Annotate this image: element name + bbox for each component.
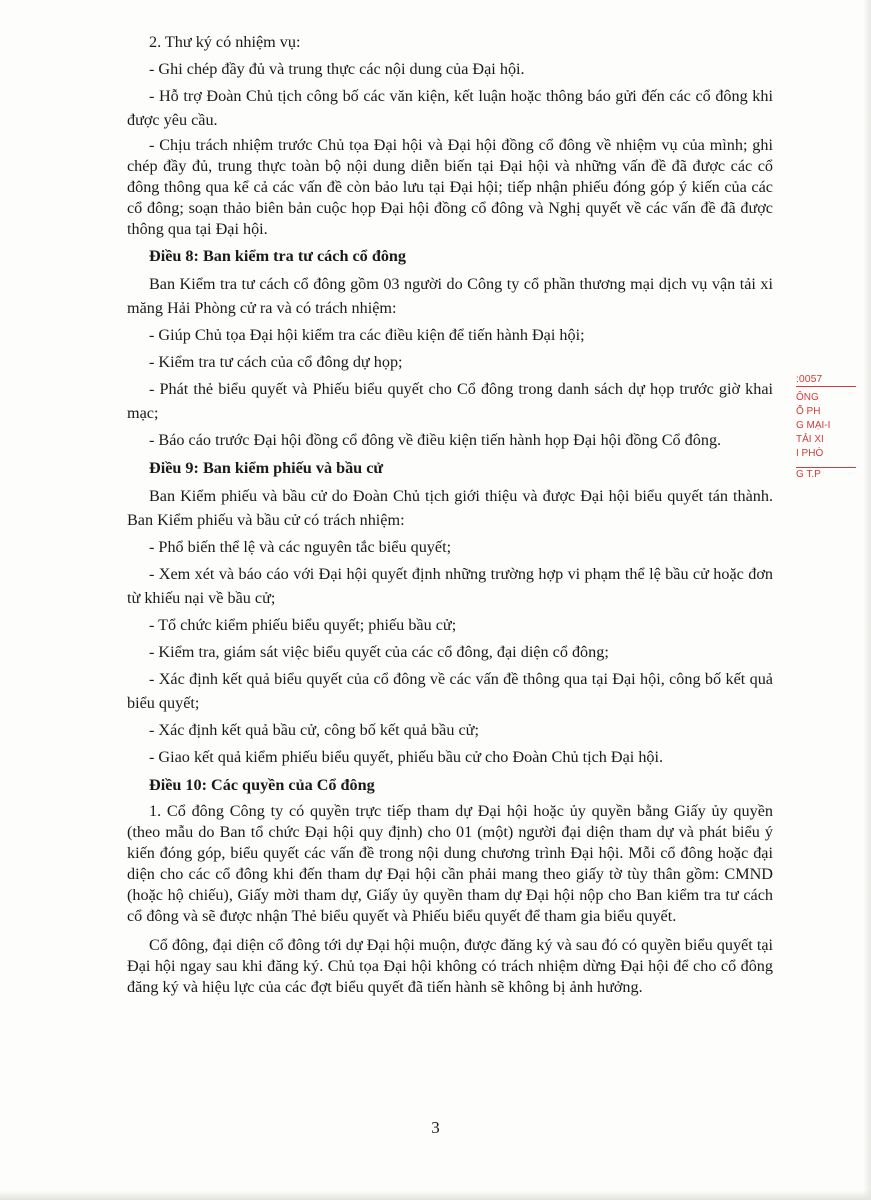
article-9-paragraph: Ban Kiểm phiếu và bầu cử do Đoàn Chủ tịch giới thiệu và được Đại hội biểu quyết tán thành. Ban Kiểm phiếu và bầu cử có trách nhiệm: — [127, 487, 773, 529]
page-body — [127, 30, 773, 1001]
article-8-heading: Điều 8: Ban kiểm tra tư cách cổ đông — [149, 247, 407, 265]
stamp-line: G T.P — [796, 467, 856, 482]
clause-2-item: - Ghi chép đầy đủ và trung thực các nội dung của Đại hội. — [149, 60, 525, 78]
clause-2-item: - Chịu trách nhiệm trước Chủ tọa Đại hội và Đại hội đồng cổ đông về nhiệm vụ của mình; ghi chép đầy đủ, trung thực toàn bộ nội dung diễn biến tại Đại hội và những vấn đề đã được các cổ đông thông qua kể cả các vấn đề còn bảo lưu tại Đại hội; tiếp nhận phiếu đóng góp ý kiến của các cổ đông; soạn thảo biên bản cuộc họp Đại hội đồng cổ đông và Nghị quyết về các vấn đề đã được thông qua tại Đại hội. — [127, 136, 773, 238]
clause-2-item: - Hỗ trợ Đoàn Chủ tịch công bố các văn kiện, kết luận hoặc thông báo gửi đến các cổ đông khi được yêu cầu. — [127, 87, 773, 129]
article-9-item: - Tổ chức kiểm phiếu biểu quyết; phiếu bầu cử; — [149, 616, 457, 634]
article-9-item: - Xác định kết quả biểu quyết của cổ đông về các vấn đề thông qua tại Đại hội, công bố kết quả biểu quyết; — [127, 670, 773, 712]
article-9-heading: Điều 9: Ban kiểm phiếu và bầu cử — [149, 459, 384, 477]
clause-2-title: 2. Thư ký có nhiệm vụ: — [149, 33, 301, 51]
article-9-item: - Xác định kết quả bầu cử, công bố kết quả bầu cử; — [149, 721, 479, 739]
stamp-line: ÔNG — [796, 392, 819, 403]
article-10-paragraph: Cổ đông, đại diện cổ đông tới dự Đại hội muộn, được đăng ký và sau đó có quyền biểu quyết tại Đại hội ngay sau khi đăng ký. Chủ tọa Đại hội không có trách nhiệm dừng Đại hội để cho cổ đông đăng ký và hiệu lực của các đợt biểu quyết đã tiến hành sẽ không bị ảnh hưởng. — [127, 936, 773, 996]
stamp-line: G MẠI-I — [796, 420, 831, 431]
article-10-paragraph: 1. Cổ đông Công ty có quyền trực tiếp tham dự Đại hội hoặc ủy quyền bằng Giấy ủy quyền (theo mẫu do Ban tổ chức Đại hội quy định) cho 01 (một) người đại diện tham dự và phát biểu ý kiến đóng góp, biểu quyết các vấn đề trong nội dung chương trình Đại hội. Mỗi cổ đông hoặc đại diện cho các cổ đông khi đến tham dự Đại hội cần phải mang theo giấy tờ tùy thân gồm: CMND (hoặc hộ chiếu), Giấy mời tham dự, Giấy ủy quyền tham dự Đại hội nộp cho Ban kiểm tra tư cách cổ đông và sẽ được nhận Thẻ biểu quyết và Phiếu biểu quyết để tham gia biểu quyết. — [127, 802, 773, 925]
page-number: 3 — [431, 1118, 440, 1137]
article-8-item: - Giúp Chủ tọa Đại hội kiểm tra các điều kiện để tiến hành Đại hội; — [149, 326, 585, 344]
article-8-paragraph: Ban Kiểm tra tư cách cổ đông gồm 03 người do Công ty cổ phần thương mại dịch vụ vận tải xi măng Hải Phòng cử ra và có trách nhiệm: — [127, 275, 773, 317]
article-8-item: - Kiểm tra tư cách của cổ đông dự họp; — [149, 353, 403, 371]
article-9-item: - Kiểm tra, giám sát việc biểu quyết của các cổ đông, đại diện cổ đông; — [149, 643, 609, 661]
stamp-line: I PHÒ — [796, 448, 824, 459]
article-8-item: - Báo cáo trước Đại hội đồng cổ đông về điều kiện tiến hành họp Đại hội đồng Cổ đông. — [149, 431, 722, 449]
article-9-item: - Phổ biến thể lệ và các nguyên tắc biểu quyết; — [149, 538, 452, 556]
article-9-item: - Giao kết quả kiểm phiếu biểu quyết, phiếu bầu cử cho Đoàn Chủ tịch Đại hội. — [149, 748, 664, 766]
article-8-item: - Phát thẻ biểu quyết và Phiếu biểu quyết cho Cổ đông trong danh sách dự họp trước giờ khai mạc; — [127, 380, 773, 422]
article-10-heading: Điều 10: Các quyền của Cổ đông — [149, 776, 375, 794]
stamp-line: Ổ PH — [796, 406, 821, 417]
stamp-line: TẢI XI — [796, 434, 824, 445]
scan-bottom-shadow — [0, 1190, 871, 1200]
stamp-line: :0057 — [796, 372, 856, 387]
article-9-item: - Xem xét và báo cáo với Đại hội quyết định những trường hợp vi phạm thể lệ bầu cử hoặc đơn từ khiếu nại về bầu cử; — [127, 565, 773, 607]
red-seal-stamp — [796, 372, 856, 482]
scan-edge-shadow — [863, 0, 871, 1200]
